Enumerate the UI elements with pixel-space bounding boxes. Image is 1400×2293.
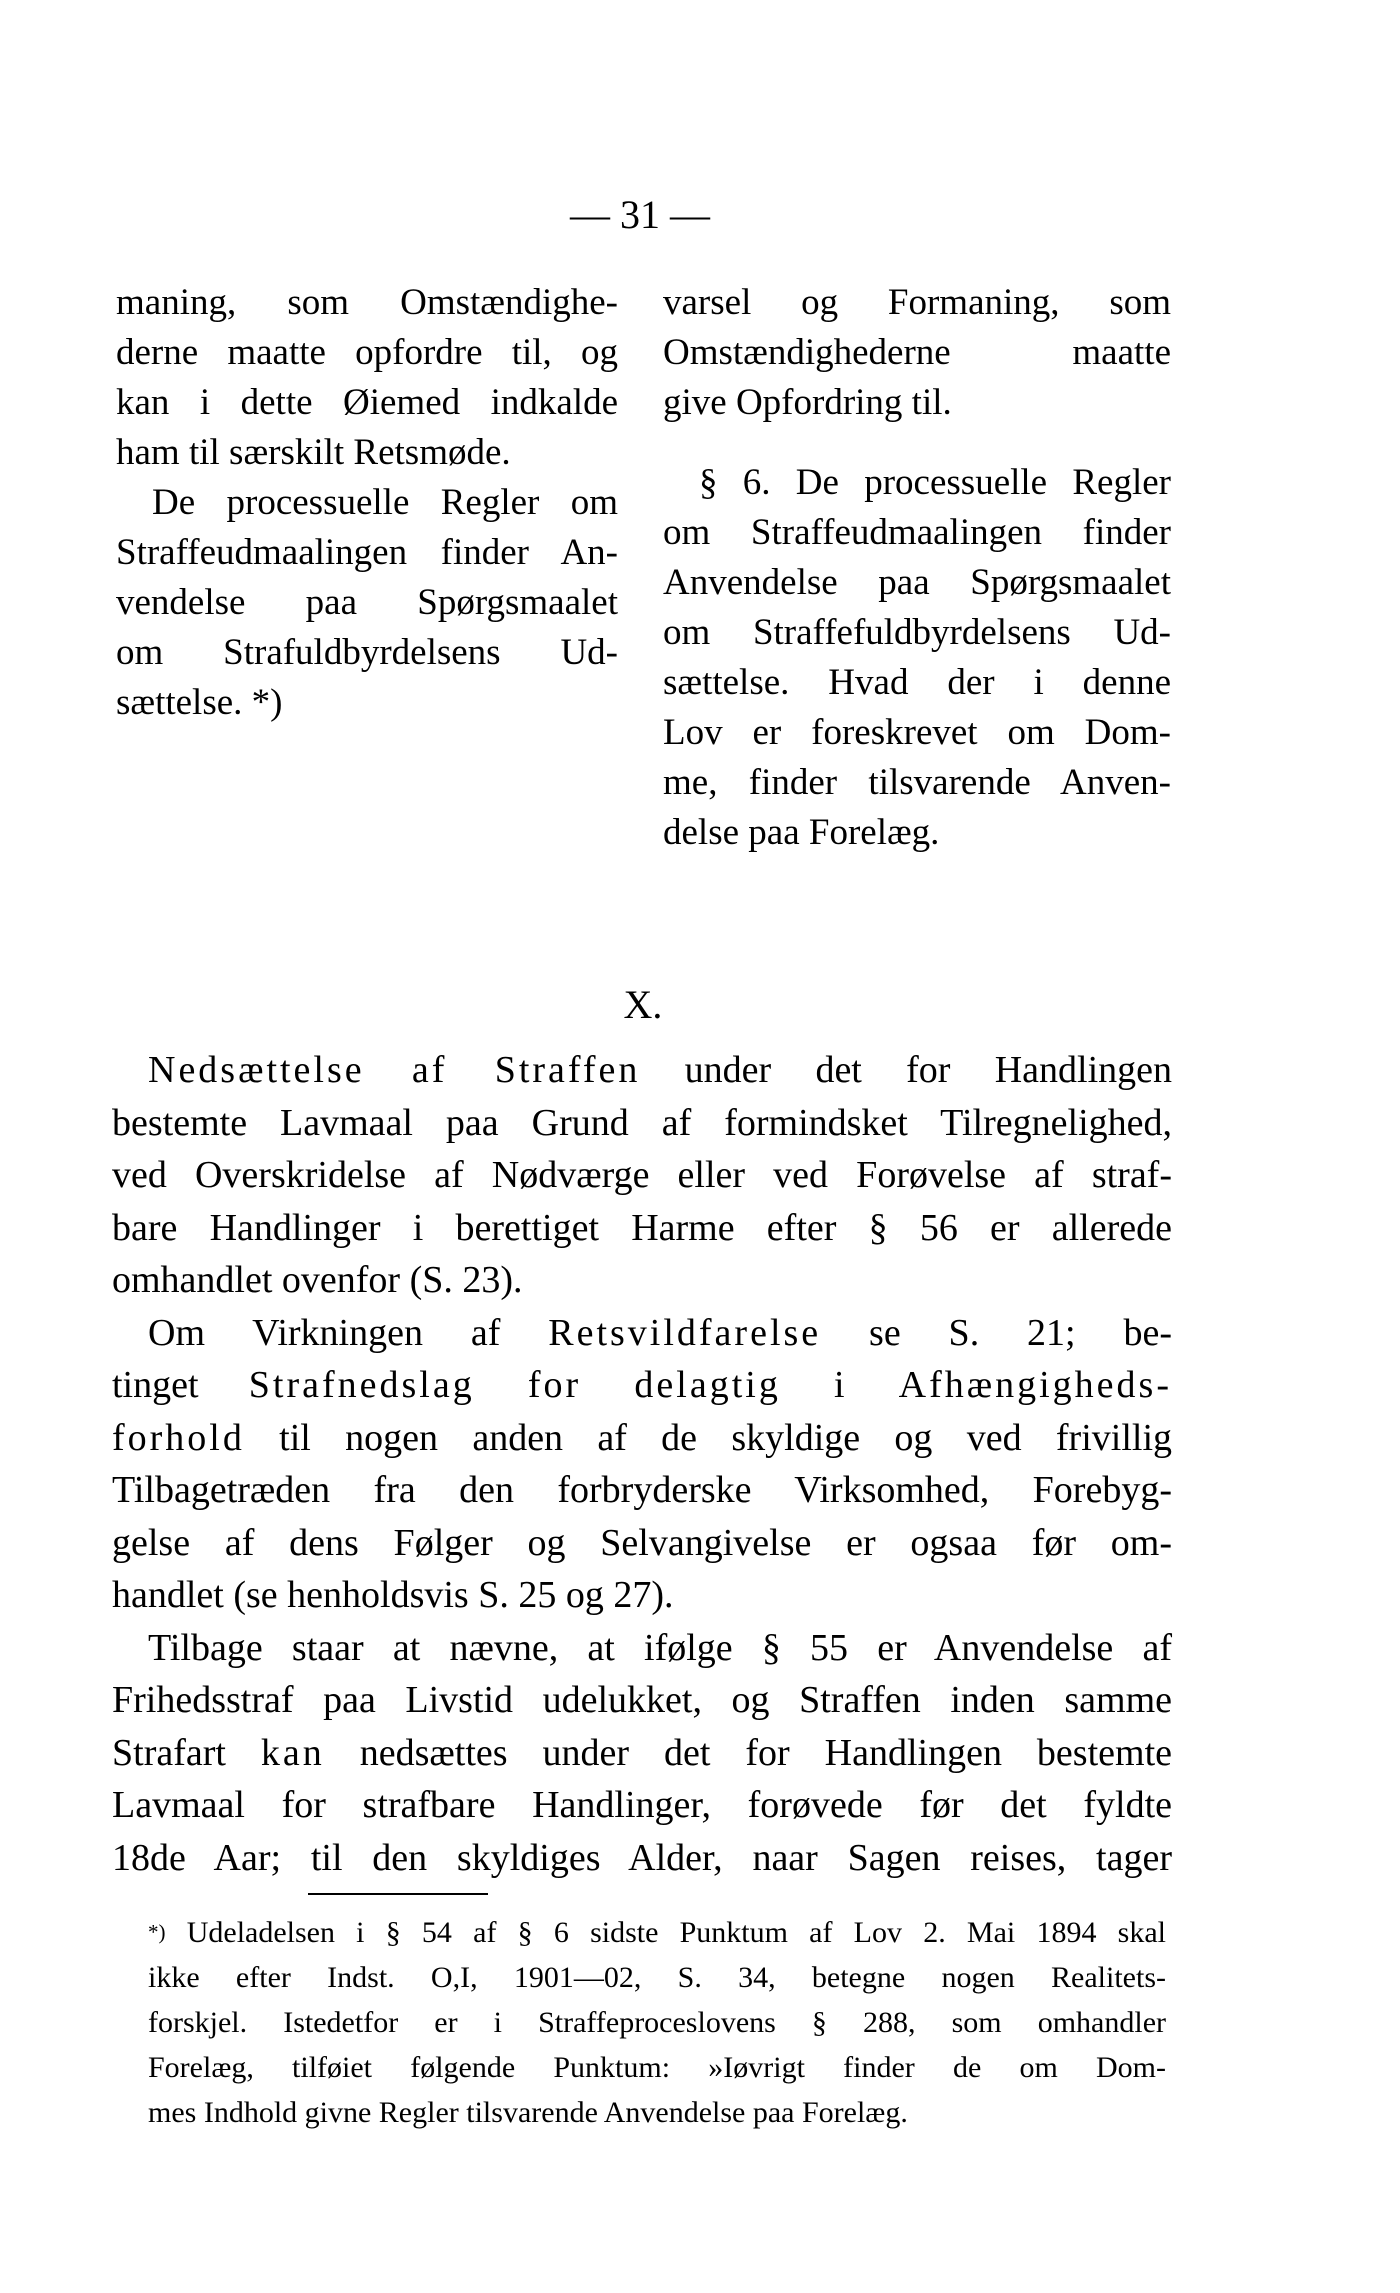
left-column-line: derne maatte opfordre til, og bbox=[116, 332, 618, 373]
footnote-line: ikke efter Indst. O,I, 1901—02, S. 34, betegne nogen Realitets- bbox=[148, 1961, 1166, 1994]
footnote-divider bbox=[308, 1893, 488, 1895]
right-column-line: varsel og Formaning, som bbox=[663, 282, 1171, 323]
footnote-marker: *) bbox=[148, 1920, 166, 1944]
body-line: bare Handlinger i berettiget Harme efter § 56 er allerede bbox=[112, 1206, 1172, 1249]
right-column bbox=[663, 278, 1171, 858]
left-column-line: ham til særskilt Retsmøde. bbox=[116, 432, 511, 473]
left-column-line: kan i dette Øiemed indkalde bbox=[116, 382, 618, 423]
body-line: 18de Aar; til den skyldiges Alder, naar Sagen reises, tager bbox=[112, 1836, 1172, 1879]
body-line: Frihedsstraf paa Livstid udelukket, og Straffen inden samme bbox=[112, 1679, 1172, 1721]
left-column-line: vendelse paa Spørgsmaalet bbox=[116, 582, 618, 623]
paragraph-gap bbox=[663, 428, 1171, 458]
body-line bbox=[112, 1307, 1172, 1360]
footnote-line: Forelæg, tilføiet følgende Punktum: »Iøvrigt finder de om Dom- bbox=[148, 2051, 1166, 2084]
right-column-line: sættelse. Hvad der i denne bbox=[663, 662, 1171, 703]
spaced-phrase: kan bbox=[260, 1731, 325, 1774]
right-column-line: om Straffefuldbyrdelsens Ud- bbox=[663, 612, 1171, 653]
body-fragment: Om Virkningen af bbox=[148, 1311, 549, 1354]
footnote-line: mes Indhold givne Regler tilsvarende Anvendelse paa Forelæg. bbox=[148, 2096, 908, 2129]
footnote-line: forskjel. Istedetfor er i Straffeproceslovens § 288, som omhandler bbox=[148, 2006, 1166, 2039]
right-column-line: Lov er foreskrevet om Dom- bbox=[663, 712, 1171, 753]
body-line bbox=[112, 1044, 1172, 1097]
body-fragment: under det for Handlingen bbox=[640, 1049, 1172, 1091]
body-line bbox=[112, 1359, 1172, 1412]
body-line: Tilbage staar at nævne, at ifølge § 55 er Anvendelse af bbox=[148, 1626, 1172, 1669]
page-number: — 31 — bbox=[570, 192, 710, 237]
body-text bbox=[112, 1044, 1172, 1884]
right-column-line: om Straffeudmaalingen finder bbox=[663, 512, 1171, 553]
body-line: omhandlet ovenfor (S. 23). bbox=[112, 1259, 523, 1301]
spaced-phrase: Nedsættelse af Straffen bbox=[148, 1049, 641, 1091]
body-line: bestemte Lavmaal paa Grund af formindsket Tilregnelighed, bbox=[112, 1101, 1172, 1144]
body-fragment: til nogen anden af de skyldige og ved frivillig bbox=[244, 1416, 1172, 1459]
spaced-phrase: Retsvildfarelse bbox=[548, 1311, 822, 1354]
left-column bbox=[116, 278, 618, 728]
left-column-line: maning, som Omstændighe- bbox=[116, 282, 618, 323]
section-heading: X. bbox=[623, 982, 663, 1027]
footnote-line bbox=[128, 1910, 1166, 1955]
footnote-fragment: Udeladelsen i § 54 af § 6 sidste Punktum af Lov 2. Mai 1894 skal bbox=[165, 1916, 1166, 1949]
body-line bbox=[112, 1412, 1172, 1465]
left-column-line: sættelse. *) bbox=[116, 682, 283, 723]
right-column-line: give Opfordring til. bbox=[663, 382, 952, 423]
spaced-phrase: forhold bbox=[112, 1416, 245, 1459]
body-fragment: tinget bbox=[112, 1364, 249, 1406]
body-fragment: se S. 21; be- bbox=[821, 1311, 1172, 1354]
body-line: Lavmaal for strafbare Handlinger, forøvede før det fyldte bbox=[112, 1784, 1172, 1826]
footnote bbox=[128, 1910, 1166, 2135]
left-column-line: De processuelle Regler om bbox=[152, 482, 618, 523]
body-line: ved Overskridelse af Nødværge eller ved Forøvelse af straf- bbox=[112, 1154, 1172, 1196]
spaced-phrase: Strafnedslag for delagtig i Afhængigheds- bbox=[248, 1364, 1172, 1406]
body-line: handlet (se henholdsvis S. 25 og 27). bbox=[112, 1574, 674, 1616]
body-line: Tilbagetræden fra den forbryderske Virksomhed, Forebyg- bbox=[112, 1469, 1172, 1511]
left-column-line: Straffeudmaalingen finder An- bbox=[116, 532, 618, 573]
body-fragment: nedsættes under det for Handlingen bestemte bbox=[324, 1731, 1172, 1774]
body-line bbox=[112, 1727, 1172, 1780]
body-line: gelse af dens Følger og Selvangivelse er ogsaa før om- bbox=[112, 1521, 1172, 1564]
right-column-line: Omstændighederne maatte bbox=[663, 332, 1171, 373]
right-column-line: me, finder tilsvarende Anven- bbox=[663, 762, 1171, 803]
body-fragment: Strafart bbox=[112, 1731, 261, 1774]
left-column-line: om Strafuldbyrdelsens Ud- bbox=[116, 632, 618, 673]
right-column-line: § 6. De processuelle Regler bbox=[699, 462, 1171, 503]
right-column-line: Anvendelse paa Spørgsmaalet bbox=[663, 562, 1171, 603]
right-column-line: delse paa Forelæg. bbox=[663, 812, 940, 853]
